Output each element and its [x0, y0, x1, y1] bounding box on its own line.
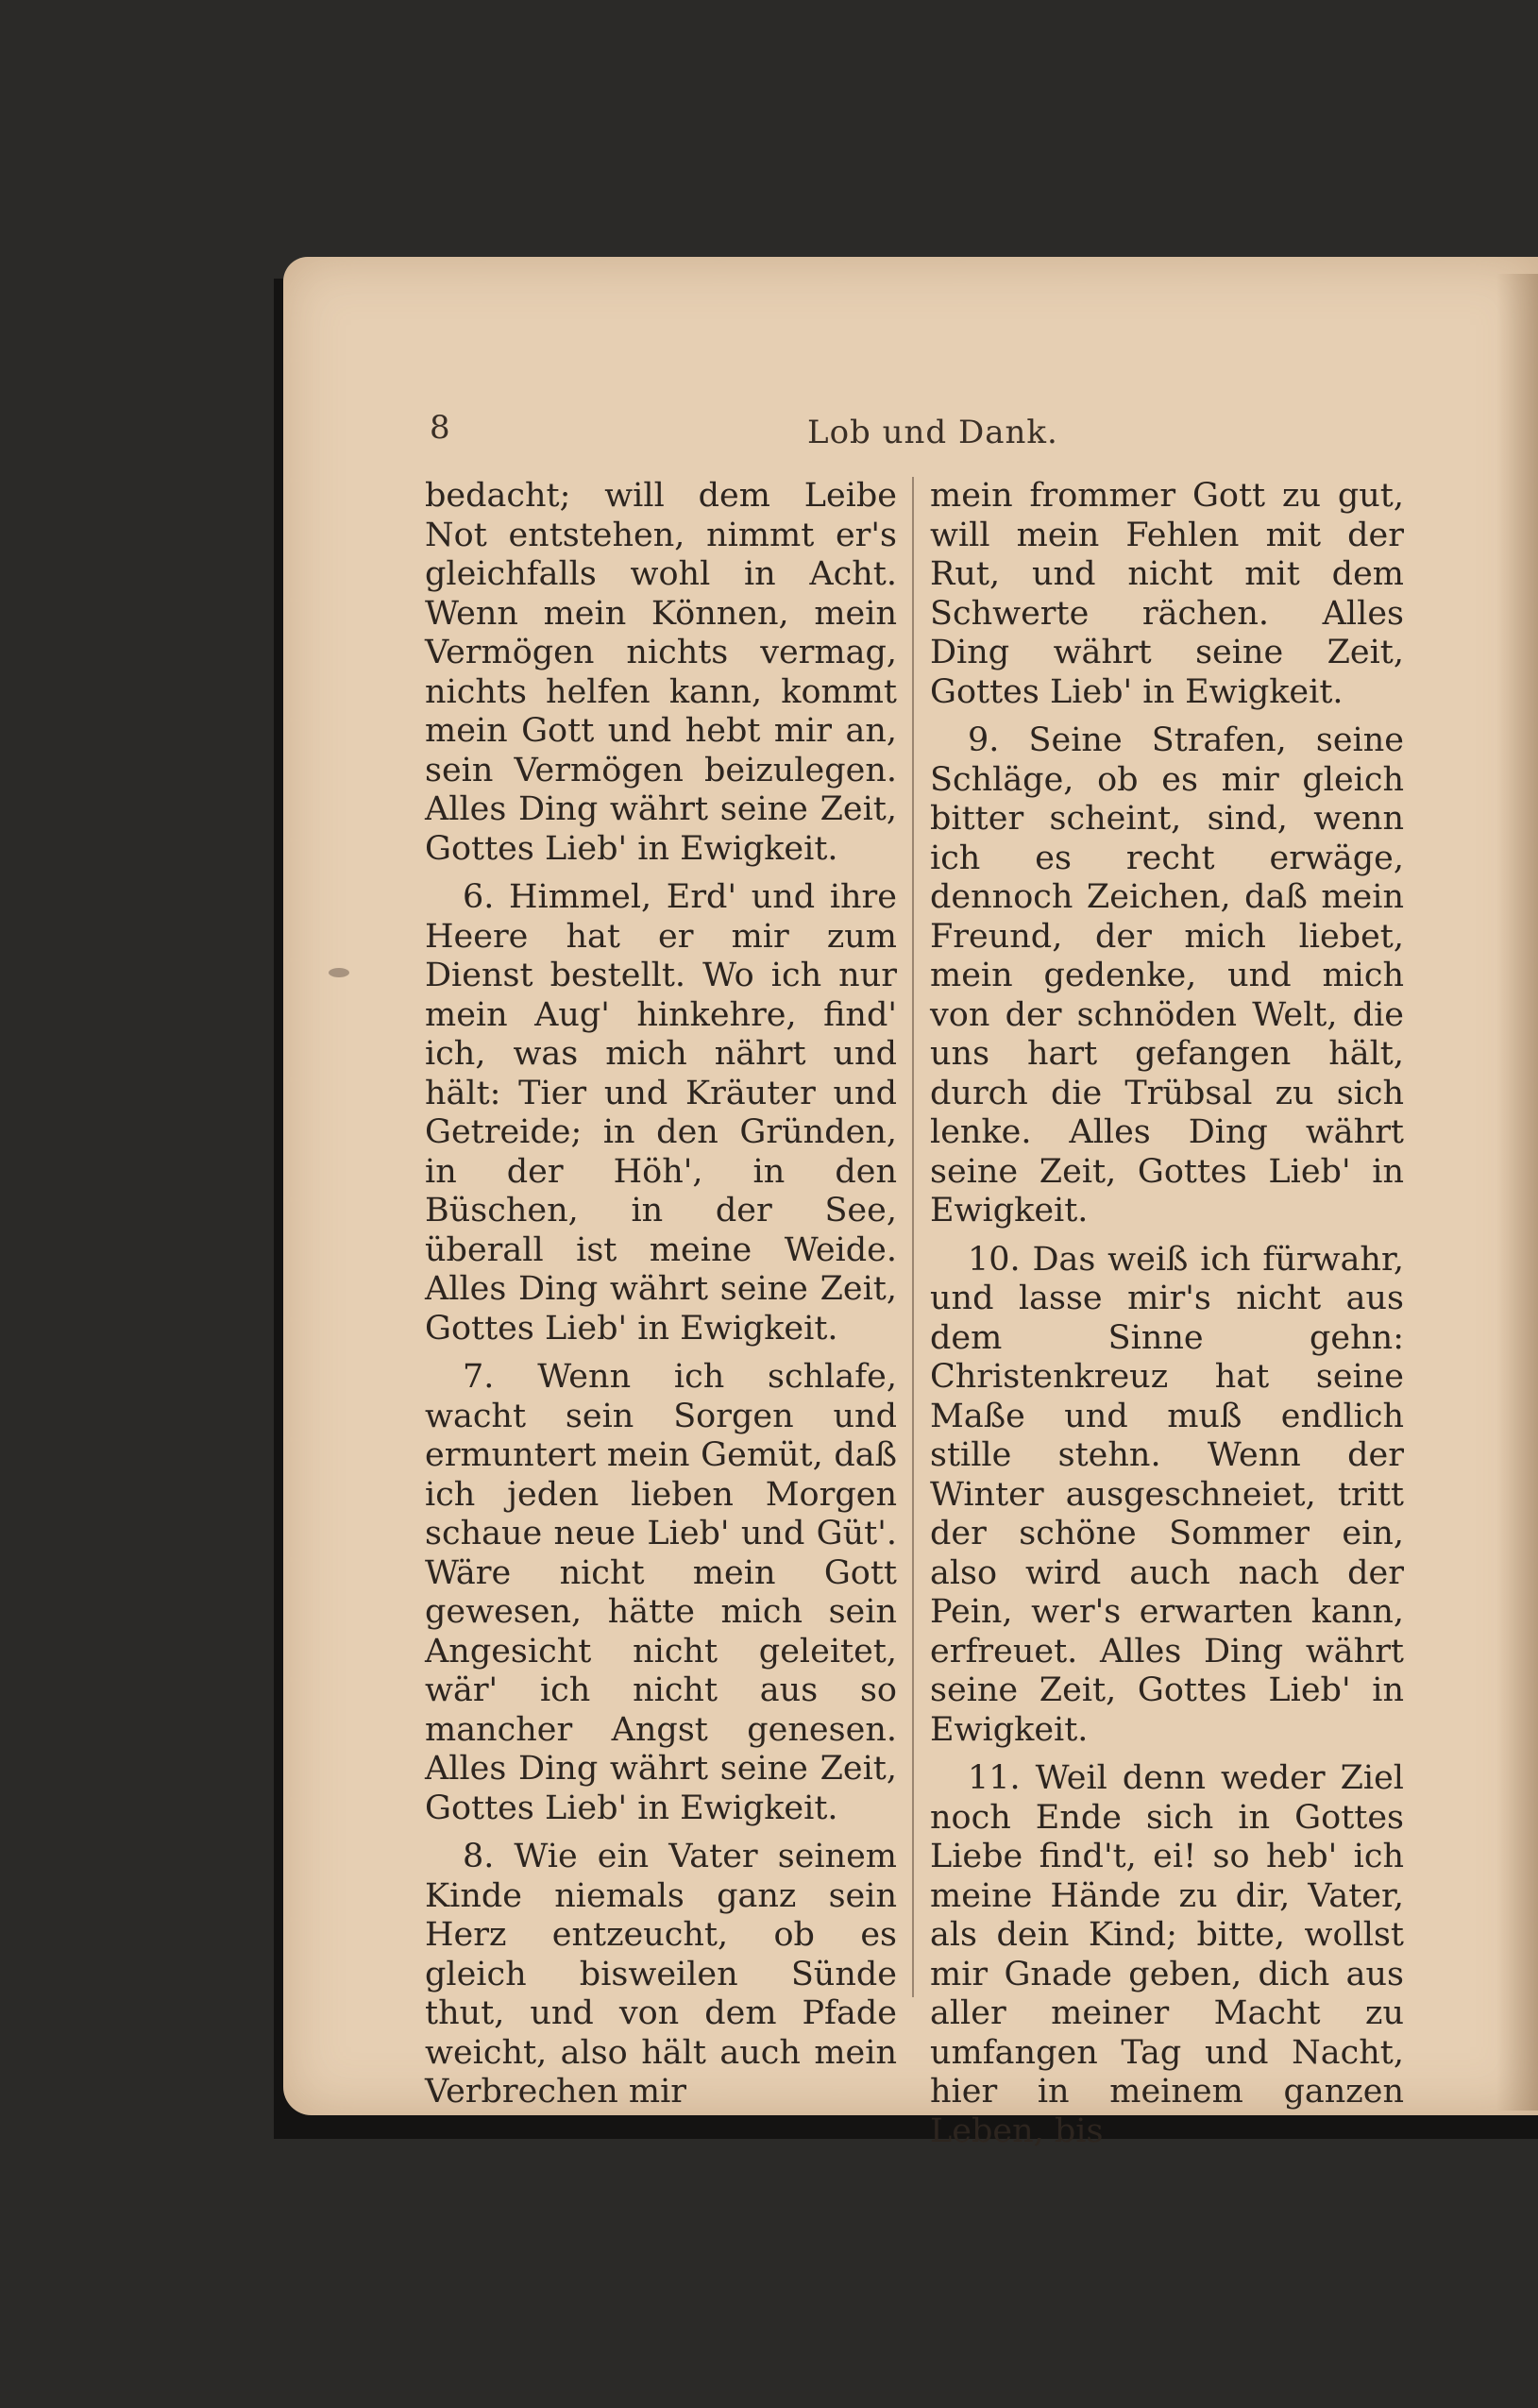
left-paragraph-3: 7. Wenn ich schlafe, wacht sein Sorgen und ermuntert mein Gemüt, daß ich jeden lieben Morgen schaue neue Lieb' und Güt'. Wäre nicht mein Gott gewesen, hätte mich sein Angesicht nicht geleitet, wär' ich nicht aus so mancher Angst genesen. Alles Ding währt seine Zeit, Gottes Lieb' in Ewigkeit. — [425, 1358, 897, 1827]
left-paragraph-4: 8. Wie ein Vater seinem Kinde niemals ganz sein Herz entzeucht, ob es gleich bisweilen Sünde thut, und von dem Pfade weicht, also hält auch mein Verbrechen mir — [425, 1838, 897, 2111]
left-paragraph-1: bedacht; will dem Leibe Not entstehen, nimmt er's gleichfalls wohl in Acht. Wenn mein Können, mein Vermögen nichts vermag, nichts helfen kann, kommt mein Gott und hebt mir an, sein Vermögen beizulegen. Alles Ding währt seine Zeit, Gottes Lieb' in Ewigkeit. — [425, 477, 897, 868]
left-paragraph-2: 6. Himmel, Erd' und ihre Heere hat er mir zum Dienst bestellt. Wo ich nur mein Aug' hinkehre, find' ich, was mich nährt und hält: Tier und Kräuter und Getreide; in den Gründen, in der Höh', in den Büschen, in der See, überall ist meine Weide. Alles Ding währt seine Zeit, Gottes Lieb' in Ewigkeit. — [425, 878, 897, 1348]
left-column — [425, 477, 897, 2112]
right-paragraph-3: 10. Das weiß ich fürwahr, und lasse mir's nicht aus dem Sinne gehn: Christenkreuz hat seine Maße und muß endlich stille stehn. Wenn der Winter ausgeschneiet, tritt der schöne Sommer ein, also wird auch nach der Pein, wer's erwarten kann, erfreuet. Alles Ding währt seine Zeit, Gottes Lieb' in Ewigkeit. — [930, 1240, 1404, 1749]
right-paragraph-2: 9. Seine Strafen, seine Schläge, ob es mir gleich bitter scheint, sind, wenn ich es recht erwäge, dennoch Zeichen, daß mein Freund, der mich liebet, mein gedenke, und mich von der schnöden Welt, die uns hart gefangen hält, durch die Trübsal zu sich lenke. Alles Ding währt seine Zeit, Gottes Lieb' in Ewigkeit. — [930, 721, 1404, 1229]
page-number: 8 — [430, 409, 450, 447]
ink-smudge — [329, 968, 349, 977]
column-divider — [912, 477, 914, 1997]
right-column — [930, 477, 1404, 2151]
right-paragraph-4: 11. Weil denn weder Ziel noch Ende sich in Gottes Liebe find't, ei! so heb' ich meine Hände zu dir, Vater, als dein Kind; bitte, wollst mir Gnade geben, dich aus aller meiner Macht zu umfangen Tag und Nacht, hier in meinem ganzen Leben, bis — [930, 1759, 1404, 2150]
page-gutter-edge — [1496, 274, 1538, 2111]
right-paragraph-1: mein frommer Gott zu gut, will mein Fehlen mit der Rut, und nicht mit dem Schwerte rächen. Alles Ding währt seine Zeit, Gottes Lieb' in Ewigkeit. — [930, 477, 1404, 711]
running-title: Lob und Dank. — [807, 414, 1058, 451]
